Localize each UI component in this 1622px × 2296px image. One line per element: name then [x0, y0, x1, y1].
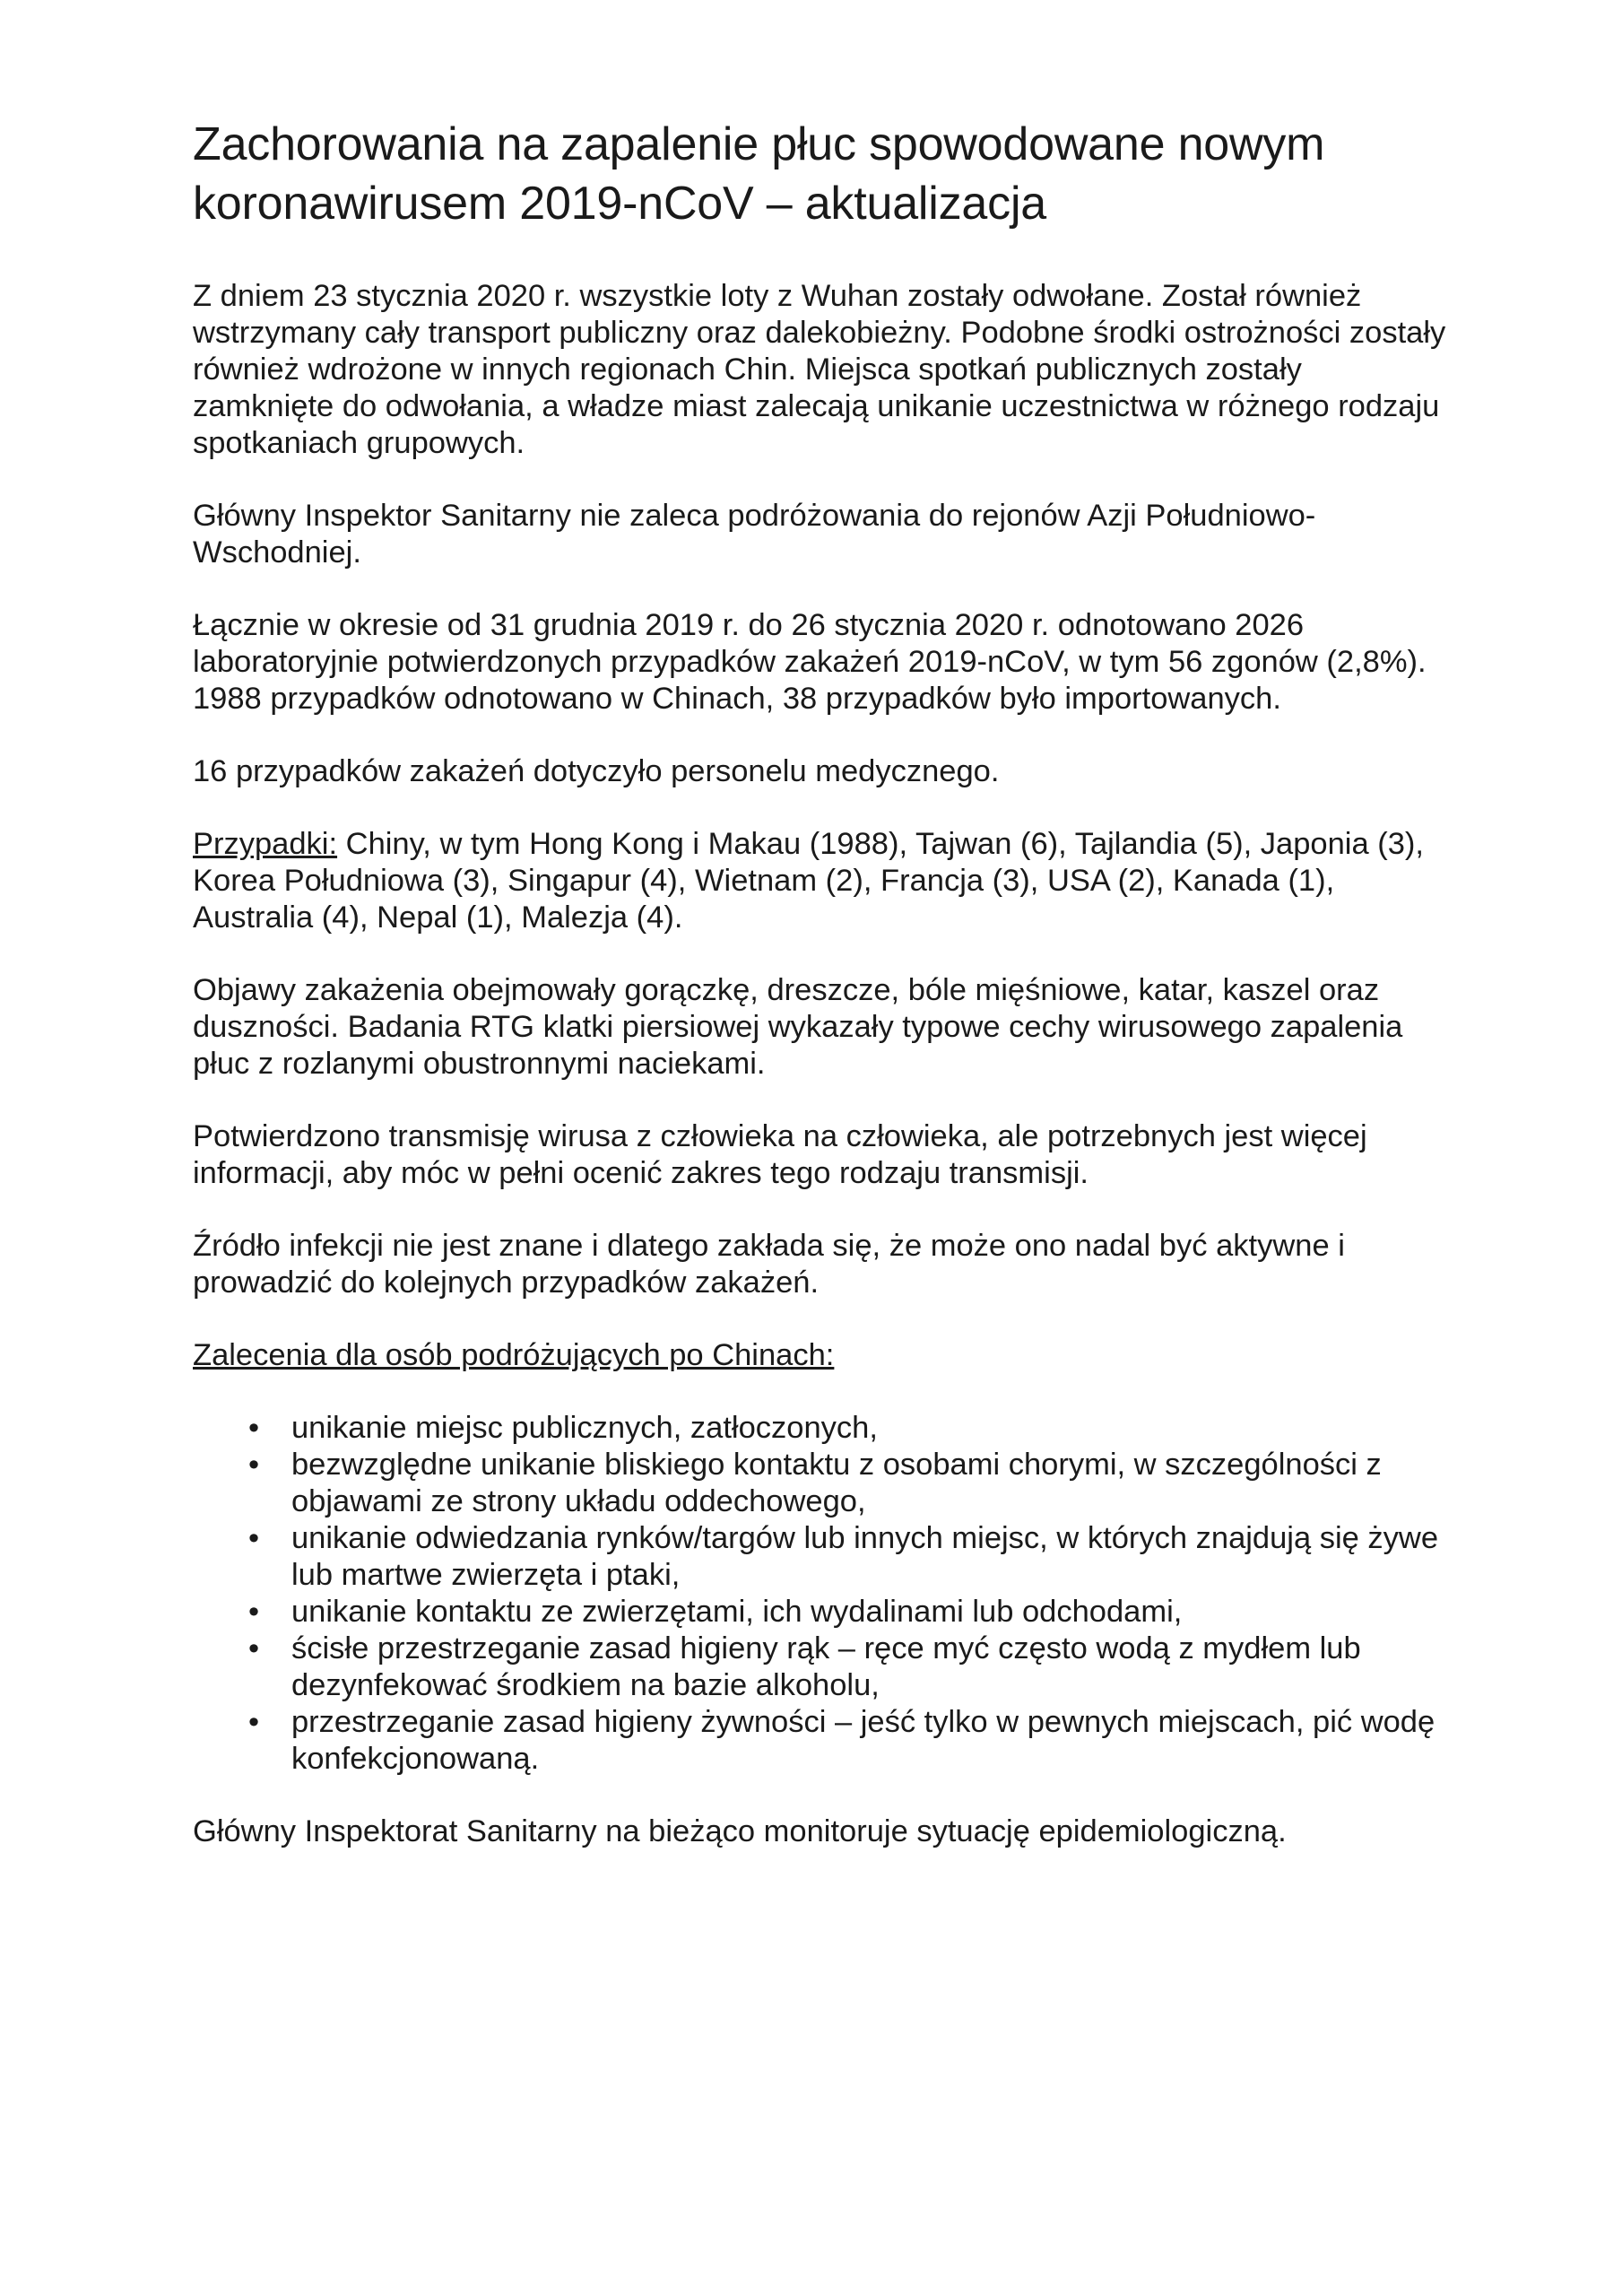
document-page	[193, 115, 1448, 1886]
list-item: • unikanie odwiedzania rynków/targów lub innych miejsc, w których znajdują się żywe lub martwe zwierzęta i ptaki,	[248, 1521, 1439, 1592]
paragraph-medical-staff: 16 przypadków zakażeń dotyczyło personelu medycznego.	[193, 754, 1000, 788]
recommendations-list	[193, 1410, 1448, 1778]
list-item: • bezwzględne unikanie bliskiego kontaktu z osobami chorymi, w szczególności z objawami ze strony układu oddechowego,	[248, 1448, 1382, 1518]
bullet-icon: •	[248, 1448, 260, 1482]
bullet-icon: •	[248, 1521, 260, 1555]
paragraph-symptoms: Objawy zakażenia obejmowały gorączkę, dreszcze, bóle mięśniowe, katar, kaszel oraz duszności. Badania RTG klatki piersiowej wykazały typowe cechy wirusowego zapalenia płuc z rozlanymi obustronnymi naciekami.	[193, 973, 1403, 1081]
bullet-icon: •	[248, 1631, 260, 1665]
paragraph-flights: Z dniem 23 stycznia 2020 r. wszystkie loty z Wuhan zostały odwołane. Został również wstrzymany cały transport publiczny oraz dalekobieżny. Podobne środki ostrożności zostały również wdrożone w innych regionach Chin. Miejsca spotkań publicznych zostały zamknięte do odwołania, a władze miast zalecają unikanie uczestnictwa w różnego rodzaju spotkaniach grupowych.	[193, 279, 1446, 460]
list-item: • przestrzeganie zasad higieny żywności – jeść tylko w pewnych miejscach, pić wodę konfekcjonowaną.	[248, 1705, 1436, 1776]
recommendations-heading: Zalecenia dla osób podróżujących po Chinach:	[193, 1338, 835, 1372]
list-item: • unikanie miejsc publicznych, zatłoczonych,	[248, 1411, 878, 1445]
bullet-icon: •	[248, 1705, 260, 1739]
document-title: Zachorowania na zapalenie płuc spowodowane nowym koronawirusem 2019-nCoV – aktualizacja	[193, 118, 1325, 230]
cases-label: Przypadki:	[193, 827, 338, 861]
bullet-icon: •	[248, 1595, 260, 1629]
closing-statement: Główny Inspektorat Sanitarny na bieżąco monitoruje sytuację epidemiologiczną.	[193, 1814, 1287, 1848]
list-item: • unikanie kontaktu ze zwierzętami, ich wydalinami lub odchodami,	[248, 1595, 1183, 1629]
paragraph-case-totals: Łącznie w okresie od 31 grudnia 2019 r. do 26 stycznia 2020 r. odnotowano 2026 laboratoryjnie potwierdzonych przypadków zakażeń 2019-nCoV, w tym 56 zgonów (2,8%). 1988 przypadków odnotowano w Chinach, 38 przypadków było importowanych.	[193, 608, 1427, 716]
paragraph-cases	[193, 826, 1448, 936]
paragraph-travel-advice: Główny Inspektor Sanitarny nie zaleca podróżowania do rejonów Azji Południowo-Wschodniej.	[193, 499, 1316, 570]
bullet-icon: •	[248, 1411, 260, 1445]
cases-list: Chiny, w tym Hong Kong i Makau (1988), Tajwan (6), Tajlandia (5), Japonia (3), Korea Południowa (3), Singapur (4), Wietnam (2), Francja (3), USA (2), Kanada (1), Australia (4), Nepal (1), Malezja (4).	[193, 827, 1424, 935]
paragraph-infection-source: Źródło infekcji nie jest znane i dlatego zakłada się, że może ono nadal być aktywne i prowadzić do kolejnych przypadków zakażeń.	[193, 1229, 1345, 1300]
paragraph-transmission: Potwierdzono transmisję wirusa z człowieka na człowieka, ale potrzebnych jest więcej informacji, aby móc w pełni ocenić zakres tego rodzaju transmisji.	[193, 1119, 1367, 1190]
list-item: • ścisłe przestrzeganie zasad higieny rąk – ręce myć często wodą z mydłem lub dezynfekować środkiem na bazie alkoholu,	[248, 1631, 1361, 1702]
